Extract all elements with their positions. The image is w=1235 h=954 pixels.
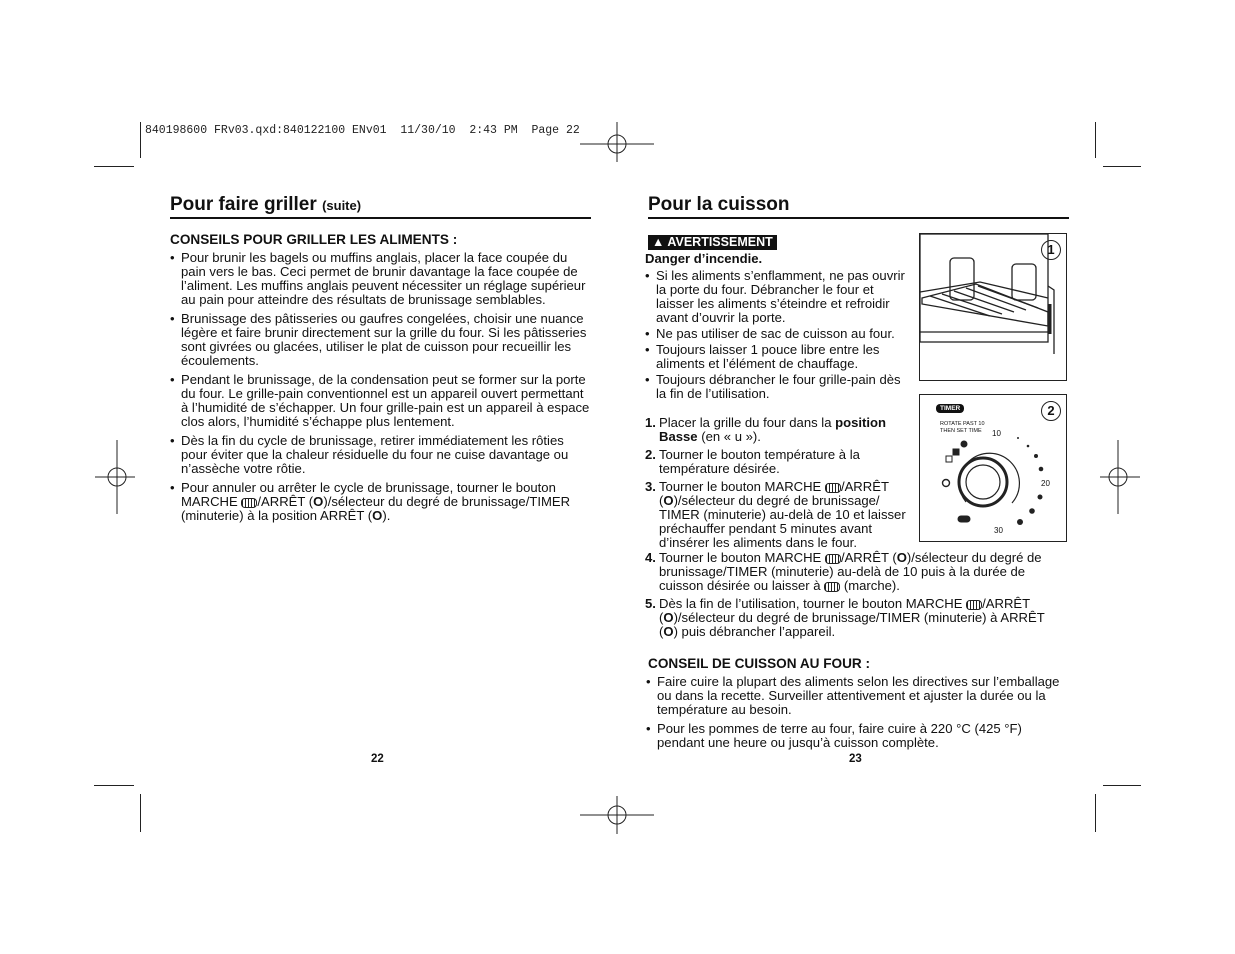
timer-badge: TIMER: [936, 404, 964, 413]
oven-tips: [646, 675, 1066, 755]
step-item: 1. Placer la grille du four dans la position Basse (en « u »).: [645, 415, 887, 444]
tip-item: • Faire cuire la plupart des aliments selon les directives sur l’emballage ou dans la recette. Surveiller attentivement et ajuster la durée ou la température au besoin.: [646, 675, 1066, 717]
steps-list: [645, 416, 917, 550]
on-symbol-icon: [825, 483, 841, 493]
figure-oven-rack: [919, 233, 1067, 381]
title-text: Pour faire griller: [170, 194, 317, 215]
oven-tips-heading: CONSEIL DE CUISSON AU FOUR :: [648, 656, 871, 671]
dial-mark-10: 10: [992, 429, 1001, 438]
on-symbol-icon: [241, 498, 257, 508]
tip-item: • Pour les pommes de terre au four, faire cuire à 220 °C (425 °F) pendant une heure ou jusqu’à cuisson complète.: [646, 722, 1066, 750]
page-number-right: 23: [849, 753, 862, 765]
steps-wide: [645, 551, 1065, 643]
tip-item: • Brunissage des pâtisseries ou gaufres congelées, choisir une nuance légère et faire brunir directement sur la grille du four. Si les pâtisseries sont givrées ou glacées, utiliser le plat de cuisson pour recueillir les écoulements.: [170, 312, 590, 368]
warning-list: [645, 269, 913, 401]
warning-item: • Ne pas utiliser de sac de cuisson au four.: [645, 327, 913, 341]
print-slug: 840198600 FRv03.qxd:840122100 ENv01 11/30/10 2:43 PM Page 22: [145, 124, 580, 137]
step-item: 4. Tourner le bouton MARCHE /ARRÊT (O)/sélecteur du degré de brunissage/TIMER (minuterie) au-delà de 10 puis à la durée de cuisson désirée ou laisser à (marche).: [645, 550, 1042, 593]
right-title-rule: [648, 217, 1069, 219]
figure-timer-dial: [919, 394, 1067, 542]
figure-number-2: 2: [1041, 401, 1061, 421]
on-symbol-icon: [824, 582, 840, 592]
tip-item: • Pendant le brunissage, de la condensation peut se former sur la porte du four. Le grille-pain conventionnel est un appareil ouvert permettant à l’humidité de s’échapper. Un four grille-pain est un appareil à espace clos alors, l’humidité s’échappe plus lentement.: [170, 373, 590, 429]
left-title-rule: [170, 217, 591, 219]
warning-item: • Toujours laisser 1 pouce libre entre les aliments et l’élément de chauffage.: [645, 343, 913, 371]
on-symbol-icon: [966, 600, 982, 610]
dial-mark-30: 30: [994, 526, 1003, 535]
step-item: 3. Tourner le bouton MARCHE /ARRÊT (O)/sélecteur du degré de brunissage/ TIMER (minuterie) au-delà de 10 et laisser préchauffer pendant 5 minutes avant d’insérer les aliments dans le four.: [645, 479, 906, 550]
dial-mark-20: 20: [1041, 479, 1050, 488]
steps-list: [645, 551, 1065, 639]
warning-triangle-icon: ▲: [652, 235, 665, 249]
left-subheading: CONSEILS POUR GRILLER LES ALIMENTS :: [170, 232, 458, 247]
tip-item: • Dès la fin du cycle de brunissage, retirer immédiatement les rôties pour éviter que la chaleur résiduelle du four ne cuise davantage ou n’assèche votre rôtie.: [170, 434, 590, 476]
tip-item: • Pour brunir les bagels ou muffins anglais, placer la face coupée du pain vers le bas. Ceci permet de brunir davantage la face coupée de l’aliment. Les muffins anglais peuvent nécessiter un réglage supérieur au pain pour atteindre des résultats de brunissage semblables.: [170, 251, 590, 307]
warning-item: • Si les aliments s’enflamment, ne pas ouvrir la porte du four. Débrancher le four et laisser les aliments s’éteindre et refroidir avant d’ouvrir la porte.: [645, 269, 913, 325]
tips-list: [170, 251, 590, 523]
steps-narrow: [645, 416, 917, 554]
right-page-title: Pour la cuisson: [648, 194, 790, 215]
left-body: [170, 251, 590, 528]
oven-tips-list: [646, 675, 1066, 750]
tip-item: • Pour annuler ou arrêter le cycle de brunissage, tourner le bouton MARCHE /ARRÊT (O)/sélecteur du degré de brunissage/TIMER (minuterie) à la position ARRÊT (O).: [170, 481, 590, 523]
figure-number-1: 1: [1041, 240, 1061, 260]
left-page-title: [170, 194, 361, 216]
page-number-left: 22: [371, 753, 384, 765]
warning-item: • Toujours débrancher le four grille-pain dès la fin de l’utilisation.: [645, 373, 913, 401]
warning-label: ▲ AVERTISSEMENT: [648, 233, 777, 251]
title-suffix: (suite): [322, 198, 362, 213]
step-item: 2. Tourner le bouton température à la température désirée.: [645, 447, 860, 476]
timer-note: ROTATE PAST 10 THEN SET TIME: [940, 421, 985, 434]
danger-heading: Danger d’incendie.: [645, 251, 763, 266]
on-symbol-icon: [825, 554, 841, 564]
step-item: 5. Dès la fin de l’utilisation, tourner le bouton MARCHE /ARRÊT (O)/sélecteur du degré de brunissage/TIMER (minuterie) à ARRÊT (O) puis débrancher l’appareil.: [645, 596, 1045, 639]
warning-block: [645, 252, 913, 403]
